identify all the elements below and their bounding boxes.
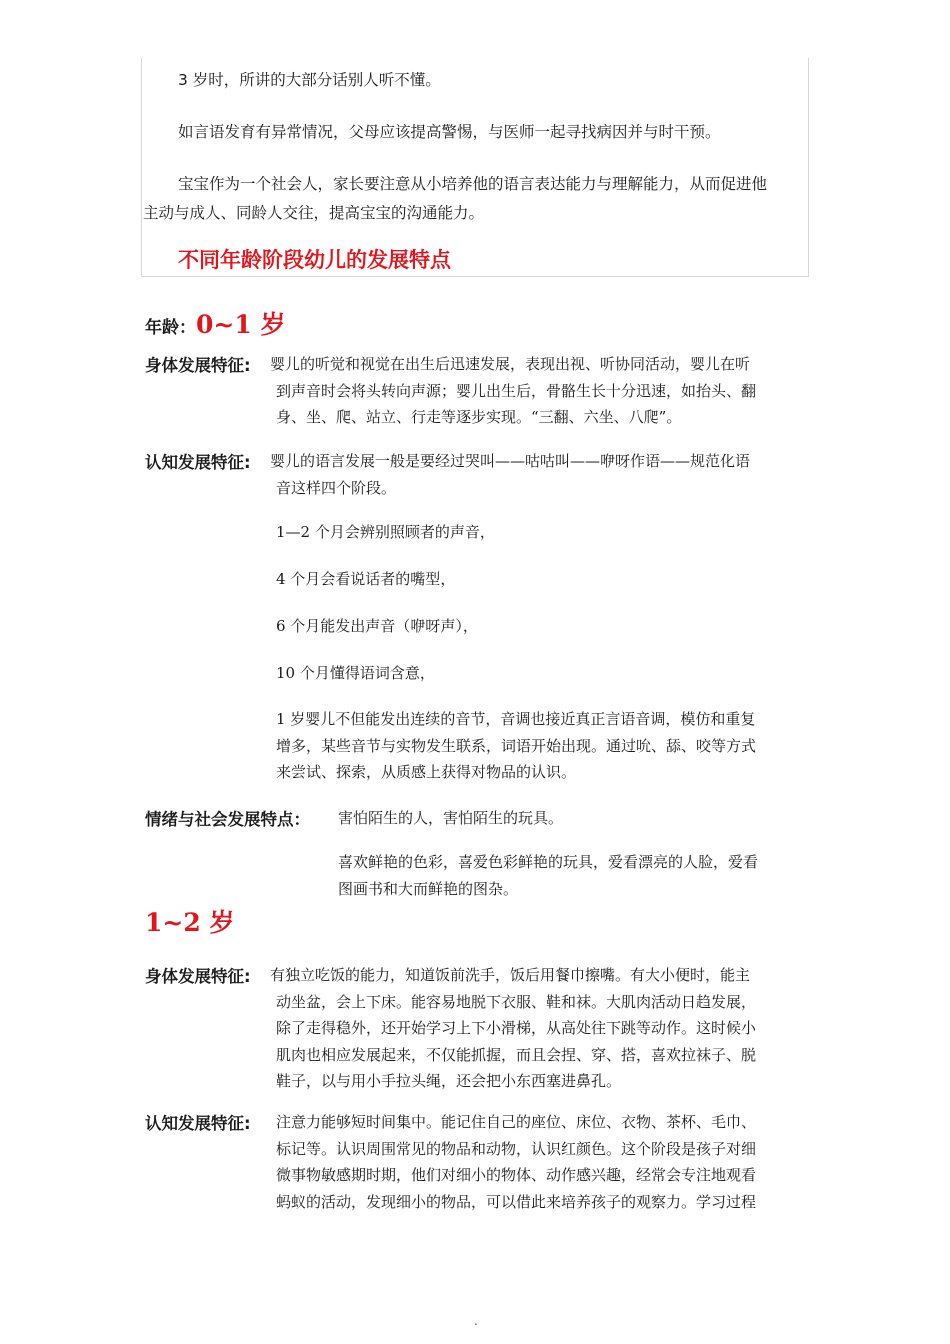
text-line: 增多，某些音节与实物发生联系，词语开始出现。通过吮、舔、咬等方式 [276,736,757,755]
cognitive-text-1-2 [276,1109,821,1215]
intro-paragraph-3-line-1: 宝宝作为一个社会人，家长要注意从小培养他的语言表达能力与理解能力，从而促进他 [178,175,768,193]
text-line: 蚂蚁的活动，发现细小的物品，可以借此来培养孩子的观察力。学习过程 [276,1192,757,1211]
milestone-6-months: 6 个月能发出声音（咿呀声）， [276,617,478,635]
age-value: 0~1 岁 [196,310,286,339]
text-line: 到声音时会将头转向声源；婴儿出生后，骨骼生长十分迅速，如抬头、翻 [276,381,757,400]
text-line: 注意力能够短时间集中。能记住自己的座位、床位、衣物、茶杯、毛巾、 [276,1113,757,1131]
text-line: 身、坐、爬、站立、行走等逐步实现。“三翻、六坐、八爬”。 [276,408,682,426]
text-line: 微事物敏感期时期，他们对细小的物体、动作感兴趣，经常会专注地观看 [276,1166,757,1184]
milestone-4-months: 4 个月会看说话者的嘴型， [276,570,456,588]
text-line: 音这样四个阶段。 [276,478,397,497]
text-line: 喜欢鲜艳的色彩，喜爱色彩鲜艳的玩具，爱看漂亮的人脸，爱看 [338,853,759,871]
cognitive-label-1-2: 认知发展特征: [145,1114,251,1133]
physical-text-0-1 [270,351,818,431]
emotional-label-0-1: 情绪与社会发展特点： [145,810,310,829]
cognitive-label-0-1: 认知发展特征: [145,453,251,472]
age-label: 年龄： [145,318,196,338]
text-line: 动坐盆，会上下床。能容易地脱下衣服、鞋和袜。大肌肉活动日趋发展， [276,992,757,1011]
text-line: 鞋子，以与用小手拉头绳，还会把小东西塞进鼻孔。 [276,1072,622,1090]
emotional-text [338,849,818,902]
milestone-10-months: 10 个月懂得语词含意， [276,664,435,682]
physical-label-1-2: 身体发展特征: [145,967,251,986]
text-line: 除了走得稳外，还开始学习上下小滑梯，从高处往下跳等动作。这时候小 [276,1019,757,1037]
section-heading: 不同年龄阶段幼儿的发展特点 [178,248,451,272]
physical-text-1-2 [270,962,820,1095]
age-heading-0-1 [145,305,285,341]
text-line: 婴儿的听觉和视觉在出生后迅速发展，表现出视、听协同活动，婴儿在听 [270,355,751,373]
text-line: 来尝试、探索，从质感上获得对物品的认识。 [276,763,577,781]
physical-label-0-1: 身体发展特征: [145,356,251,375]
page-footer-dot: . [474,1314,478,1328]
cognitive-text-0-1 [270,448,818,501]
intro-paragraph-3-line-2: 主动与成人、同龄人交往，提高宝宝的沟通能力。 [143,204,485,222]
text-line: 1 岁婴儿不但能发出连续的音节，音调也接近真正言语音调，模仿和重复 [276,710,756,728]
milestone-1-2-months: 1—2 个月会辨别照顾者的声音， [276,523,495,541]
text-line: 肌肉也相应发展起来，不仅能抓握，而且会捏、穿、搭，喜欢拉袜子、脱 [276,1045,757,1064]
text-line: 有独立吃饭的能力，知道饭前洗手，饭后用餐巾擦嘴。有大小便时，能主 [270,966,751,984]
age-heading-1-2: 1~2 岁 [145,908,235,937]
intro-paragraph-2: 如言语发育有异常情况，父母应该提高警惕，与医师一起寻找病因并与时干预。 [178,123,721,141]
year-one-text [276,706,821,786]
intro-paragraph-1: 3 岁时，所讲的大部分话别人听不懂。 [178,71,441,89]
text-line: 图画书和大而鲜艳的图杂。 [338,879,519,898]
text-line: 标记等。认识周围常见的物品和动物，认识红颜色。这个阶段是孩子对细 [276,1139,757,1158]
emotional-first-line: 害怕陌生的人，害怕陌生的玩具。 [338,809,564,827]
text-line: 婴儿的语言发展一般是要经过哭叫——咕咕叫——咿呀作语——规范化语 [270,452,751,470]
